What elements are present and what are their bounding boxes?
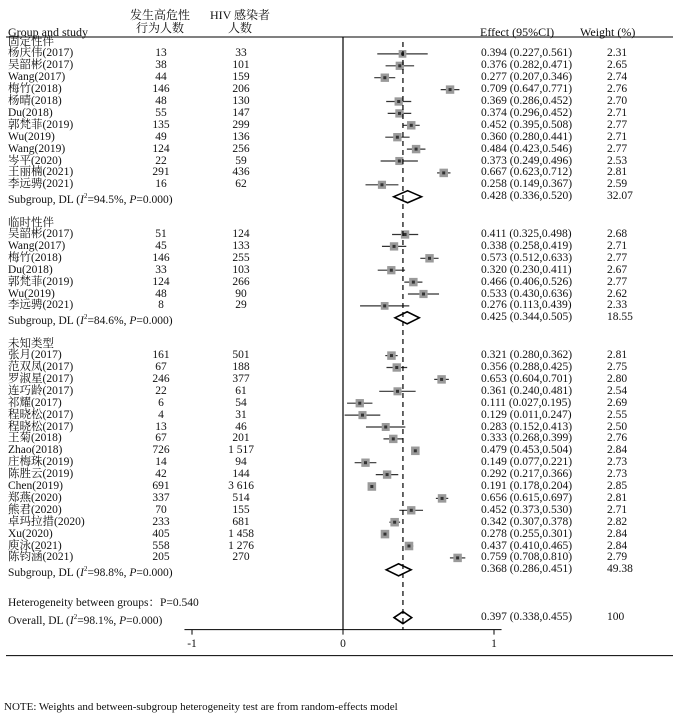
study-n-risk: 291	[152, 166, 170, 179]
study-weight: 2.84	[607, 527, 628, 540]
study-point	[440, 378, 443, 381]
study-name: 祁耀(2017)	[8, 396, 62, 409]
study-n-hiv: 3 616	[228, 480, 254, 492]
study-n-hiv: 94	[235, 456, 247, 469]
study-name: 连巧龄(2017)	[8, 384, 74, 397]
study-n-hiv: 155	[232, 503, 250, 516]
study-weight: 2.71	[607, 130, 628, 143]
study-n-hiv: 46	[235, 420, 247, 433]
study-name: Du(2018)	[8, 263, 53, 276]
study-point	[410, 509, 413, 512]
study-weight: 2.84	[607, 539, 628, 552]
study-n-risk: 6	[158, 396, 164, 409]
study-weight: 2.53	[607, 154, 628, 167]
study-name: 范双凤(2017)	[8, 361, 74, 373]
study-point	[396, 390, 399, 393]
study-n-risk: 4	[158, 408, 164, 421]
study-weight: 2.77	[607, 275, 628, 288]
study-weight: 2.84	[607, 444, 628, 457]
study-point	[393, 245, 396, 248]
study-name: 岑平(2020)	[8, 154, 62, 167]
study-point	[412, 281, 415, 284]
study-weight: 2.68	[607, 228, 628, 240]
x-tick-label: -1	[187, 637, 197, 650]
subgroup-label: Subgroup, DL ($I^2=84.6\%$, P=0.000)	[8, 313, 173, 328]
study-n-risk: 22	[155, 384, 167, 397]
study-point	[407, 545, 410, 548]
study-weight: 2.59	[607, 178, 628, 191]
study-n-hiv: 299	[232, 118, 250, 131]
study-effect-ci: 0.573 (0.512,0.633)	[481, 251, 573, 264]
study-name: 吴韶彬(2017)	[8, 228, 74, 240]
study-point	[384, 426, 387, 429]
overall-label: Overall, DL ($I^2=98.1\%$, P=0.000)	[8, 613, 163, 627]
subgroup-effect-ci: 0.428 (0.336,0.520)	[481, 190, 573, 203]
study-effect-ci: 0.411 (0.325,0.498)	[481, 228, 572, 240]
study-effect-ci: 0.709 (0.647,0.771)	[481, 83, 573, 96]
study-n-hiv: 31	[235, 408, 247, 421]
group-label: 固定性伴	[8, 36, 54, 48]
study-effect-ci: 0.356 (0.288,0.425)	[481, 361, 573, 373]
study-weight: 2.33	[607, 299, 628, 312]
study-point	[392, 437, 395, 440]
study-effect-ci: 0.452 (0.395,0.508)	[481, 118, 573, 131]
study-n-risk: 205	[152, 551, 170, 564]
study-effect-ci: 0.484 (0.423,0.546)	[481, 142, 573, 155]
study-n-hiv: 188	[232, 361, 250, 373]
study-n-risk: 67	[155, 432, 167, 445]
study-n-risk: 13	[155, 47, 167, 60]
study-weight: 2.77	[607, 142, 628, 155]
study-weight: 2.71	[607, 503, 628, 516]
study-n-risk: 22	[155, 154, 167, 167]
study-n-hiv: 256	[232, 142, 250, 155]
x-tick-label: 1	[491, 637, 497, 650]
study-n-risk: 14	[155, 456, 167, 469]
heterogeneity-text: Heterogeneity between groups：P=0.540	[8, 597, 199, 610]
study-effect-ci: 0.369 (0.286,0.452)	[481, 95, 573, 107]
study-effect-ci: 0.533 (0.430,0.636)	[481, 287, 573, 300]
study-name: 李远骋(2021)	[8, 178, 74, 191]
study-weight: 2.31	[607, 47, 628, 60]
study-point	[398, 160, 401, 163]
study-effect-ci: 0.111 (0.027,0.195)	[481, 396, 572, 409]
study-point	[456, 556, 459, 559]
study-effect-ci: 0.338 (0.258,0.419)	[481, 239, 573, 252]
study-n-hiv: 206	[232, 83, 250, 96]
study-effect-ci: 0.667 (0.623,0.712)	[481, 166, 573, 179]
study-name: 庄梅珠(2019)	[8, 456, 74, 469]
study-n-hiv: 103	[232, 263, 250, 276]
study-name: Wu(2019)	[8, 287, 55, 300]
study-n-risk: 44	[155, 71, 167, 84]
study-point	[428, 257, 431, 260]
study-point	[396, 136, 399, 139]
study-effect-ci: 0.320 (0.230,0.411)	[481, 263, 572, 276]
subgroup-weight: 32.07	[607, 190, 633, 203]
study-n-risk: 38	[155, 59, 167, 72]
study-effect-ci: 0.374 (0.296,0.452)	[481, 106, 573, 119]
study-n-hiv: 270	[232, 551, 250, 564]
study-weight: 2.71	[607, 106, 628, 119]
study-name: Zhao(2018)	[8, 444, 63, 457]
study-point	[414, 449, 417, 452]
overall-weight: 100	[607, 611, 625, 624]
study-effect-ci: 0.342 (0.307,0.378)	[481, 515, 573, 528]
study-n-hiv: 255	[232, 251, 250, 264]
study-point	[395, 366, 398, 369]
group-label: 未知类型	[8, 337, 54, 350]
study-effect-ci: 0.276 (0.113,0.439)	[481, 299, 572, 312]
study-effect-ci: 0.258 (0.149,0.367)	[481, 178, 573, 191]
study-n-hiv: 147	[232, 106, 250, 119]
study-n-risk: 146	[152, 251, 170, 264]
study-point	[361, 414, 364, 417]
study-n-hiv: 124	[232, 228, 250, 240]
header-highrisk-line2: 行为人数	[135, 21, 184, 35]
study-n-risk: 405	[152, 527, 170, 540]
study-n-risk: 135	[152, 118, 170, 131]
study-n-risk: 246	[152, 372, 170, 385]
study-name: 王丽楠(2021)	[8, 166, 74, 179]
study-name: 程晓松(2017)	[8, 420, 74, 433]
study-n-hiv: 29	[235, 299, 247, 312]
study-effect-ci: 0.466 (0.406,0.526)	[481, 275, 573, 288]
study-n-risk: 146	[152, 83, 170, 96]
study-weight: 2.75	[607, 361, 628, 373]
study-point	[398, 64, 401, 67]
study-n-hiv: 201	[232, 432, 250, 445]
study-n-hiv: 501	[232, 349, 250, 362]
study-effect-ci: 0.278 (0.255,0.301)	[481, 527, 573, 540]
study-name: 梅竹(2018)	[8, 83, 62, 96]
study-n-hiv: 1 517	[228, 444, 254, 457]
study-weight: 2.73	[607, 468, 628, 481]
study-n-risk: 691	[152, 480, 170, 492]
study-name: 卓玛拉措(2020)	[8, 515, 85, 528]
study-point	[380, 183, 383, 186]
study-weight: 2.81	[607, 166, 628, 179]
study-name: 陈胜云(2019)	[8, 468, 74, 481]
study-weight: 2.79	[607, 551, 628, 564]
header-hiv-line1: HIV 感染者	[209, 8, 271, 22]
subgroup-diamond	[386, 564, 411, 576]
study-n-risk: 124	[152, 142, 170, 155]
study-n-risk: 67	[155, 361, 167, 373]
study-name: Wang(2017)	[8, 71, 66, 84]
study-point	[370, 485, 373, 488]
study-name: 郭梵菲(2019)	[8, 118, 74, 131]
study-weight: 2.69	[607, 396, 628, 409]
study-point	[422, 293, 425, 296]
study-weight: 2.55	[607, 408, 628, 421]
study-n-hiv: 266	[232, 275, 250, 288]
study-n-hiv: 130	[232, 95, 250, 107]
study-n-hiv: 136	[232, 130, 250, 143]
study-n-risk: 49	[155, 130, 167, 143]
study-name: 梅竹(2018)	[8, 251, 62, 264]
study-name: 郭梵菲(2019)	[8, 275, 74, 288]
study-name: Wang(2017)	[8, 239, 66, 252]
study-weight: 2.77	[607, 251, 628, 264]
header-hiv-line2: 人数	[227, 21, 252, 35]
study-n-risk: 233	[152, 515, 170, 528]
study-n-risk: 51	[155, 228, 167, 240]
study-weight: 2.50	[607, 420, 628, 433]
subgroup-effect-ci: 0.425 (0.344,0.505)	[481, 311, 573, 324]
study-weight: 2.81	[607, 491, 628, 504]
study-name: 吴韶彬(2017)	[8, 59, 74, 72]
study-n-risk: 42	[155, 468, 167, 481]
study-n-risk: 13	[155, 420, 167, 433]
subgroup-label: Subgroup, DL ($I^2=94.5\%$, P=0.000)	[8, 192, 173, 207]
study-point	[390, 269, 393, 272]
study-point	[398, 112, 401, 115]
study-point	[404, 233, 407, 236]
study-effect-ci: 0.191 (0.178,0.204)	[481, 480, 573, 492]
study-n-risk: 161	[152, 349, 170, 362]
study-effect-ci: 0.277 (0.207,0.346)	[481, 71, 573, 84]
study-name: Du(2018)	[8, 106, 53, 119]
subgroup-weight: 18.55	[607, 311, 633, 324]
study-n-hiv: 377	[232, 372, 250, 385]
study-effect-ci: 0.283 (0.152,0.413)	[481, 420, 573, 433]
study-name: 陈钧涵(2021)	[8, 551, 74, 564]
study-effect-ci: 0.333 (0.268,0.399)	[481, 432, 573, 445]
subgroup-weight: 49.38	[607, 563, 633, 576]
header-highrisk-line1: 发生高危性	[129, 8, 190, 22]
study-n-hiv: 1 458	[228, 527, 254, 540]
study-name: 熊君(2020)	[8, 503, 62, 516]
study-point	[390, 354, 393, 357]
study-weight: 2.76	[607, 83, 628, 96]
study-n-hiv: 144	[232, 468, 250, 481]
study-weight: 2.62	[607, 287, 628, 300]
study-point	[383, 76, 386, 79]
study-n-risk: 70	[155, 503, 167, 516]
study-name: 张月(2017)	[8, 349, 62, 362]
header-group-study: Group and study	[8, 25, 88, 39]
study-effect-ci: 0.437 (0.410,0.465)	[481, 539, 573, 552]
x-tick-label: 0	[340, 637, 346, 650]
study-weight: 2.80	[607, 372, 628, 385]
header-weight: Weight (%)	[580, 25, 636, 39]
study-point	[441, 497, 444, 500]
study-name: Wang(2019)	[8, 142, 66, 155]
study-effect-ci: 0.394 (0.227,0.561)	[481, 47, 573, 60]
study-n-hiv: 681	[232, 515, 250, 528]
study-name: Chen(2019)	[8, 480, 63, 492]
study-n-risk: 726	[152, 444, 170, 457]
study-n-risk: 337	[152, 491, 170, 504]
study-weight: 2.65	[607, 59, 628, 72]
study-n-hiv: 514	[232, 491, 250, 504]
study-n-risk: 48	[155, 95, 167, 107]
study-point	[410, 124, 413, 127]
study-name: 程晓松(2017)	[8, 408, 74, 421]
study-weight: 2.73	[607, 456, 628, 469]
study-point	[386, 473, 389, 476]
study-name: 王菊(2018)	[8, 432, 62, 445]
study-point	[415, 148, 418, 151]
study-effect-ci: 0.759 (0.708,0.810)	[481, 551, 573, 564]
study-n-hiv: 436	[232, 166, 250, 179]
study-n-risk: 8	[158, 299, 164, 312]
study-point	[364, 461, 367, 464]
study-weight: 2.70	[607, 95, 628, 107]
study-point	[442, 171, 445, 174]
study-effect-ci: 0.376 (0.282,0.471)	[481, 59, 573, 72]
study-point	[358, 402, 361, 405]
study-effect-ci: 0.129 (0.011,0.247)	[481, 408, 572, 421]
footnote: NOTE: Weights and between-subgroup heterogeneity test are from random-effects model	[4, 701, 398, 713]
study-weight: 2.54	[607, 384, 628, 397]
study-weight: 2.71	[607, 239, 628, 252]
subgroup-diamond	[395, 312, 419, 324]
study-point	[397, 100, 400, 103]
study-n-risk: 16	[155, 178, 167, 191]
study-name: 罗淑星(2017)	[8, 372, 74, 385]
study-n-risk: 558	[152, 539, 170, 552]
study-weight: 2.85	[607, 480, 628, 492]
study-n-risk: 48	[155, 287, 167, 300]
study-n-hiv: 1 276	[228, 539, 254, 552]
study-n-hiv: 159	[232, 71, 250, 84]
study-n-risk: 124	[152, 275, 170, 288]
overall-effect-ci: 0.397 (0.338,0.455)	[481, 611, 573, 624]
subgroup-label: Subgroup, DL ($I^2=98.8\%$, P=0.000)	[8, 565, 173, 580]
study-n-hiv: 54	[235, 396, 247, 409]
study-name: 庾泳(2021)	[8, 539, 62, 552]
study-name: 杨晴(2018)	[8, 95, 62, 107]
study-n-hiv: 133	[232, 239, 250, 252]
study-effect-ci: 0.653 (0.604,0.701)	[481, 372, 573, 385]
study-n-risk: 55	[155, 106, 167, 119]
group-label: 临时性伴	[8, 216, 54, 229]
study-point	[393, 521, 396, 524]
study-name: Wu(2019)	[8, 130, 55, 143]
study-n-risk: 33	[155, 263, 167, 276]
study-point	[383, 304, 386, 307]
study-point	[383, 533, 386, 536]
study-effect-ci: 0.373 (0.249,0.496)	[481, 154, 573, 167]
study-name: Xu(2020)	[8, 527, 53, 540]
study-weight: 2.67	[607, 263, 628, 276]
study-effect-ci: 0.321 (0.280,0.362)	[481, 349, 573, 362]
subgroup-diamond	[394, 191, 422, 203]
study-effect-ci: 0.479 (0.453,0.504)	[481, 444, 573, 457]
study-weight: 2.76	[607, 432, 628, 445]
study-effect-ci: 0.149 (0.077,0.221)	[481, 456, 573, 469]
study-n-hiv: 62	[235, 178, 247, 191]
subgroup-effect-ci: 0.368 (0.286,0.451)	[481, 563, 573, 576]
study-n-hiv: 101	[232, 59, 250, 72]
study-point	[449, 88, 452, 91]
study-weight: 2.82	[607, 515, 628, 528]
study-weight: 2.81	[607, 349, 628, 362]
study-n-hiv: 61	[235, 384, 247, 397]
study-effect-ci: 0.656 (0.615,0.697)	[481, 491, 573, 504]
study-effect-ci: 0.360 (0.280,0.441)	[481, 130, 573, 143]
study-name: 郑燕(2020)	[8, 491, 62, 504]
study-weight: 2.77	[607, 118, 628, 131]
header-effect: Effect (95%CI)	[480, 25, 555, 39]
study-n-hiv: 33	[235, 47, 247, 60]
study-effect-ci: 0.292 (0.217,0.366)	[481, 468, 573, 481]
study-effect-ci: 0.452 (0.373,0.530)	[481, 503, 573, 516]
study-n-hiv: 59	[235, 154, 247, 167]
study-name: 杨庆伟(2017)	[8, 47, 74, 60]
study-name: 李远骋(2021)	[8, 299, 74, 312]
study-n-hiv: 90	[235, 287, 247, 300]
study-effect-ci: 0.361 (0.240,0.481)	[481, 384, 573, 397]
study-n-risk: 45	[155, 239, 167, 252]
study-weight: 2.74	[607, 71, 628, 84]
